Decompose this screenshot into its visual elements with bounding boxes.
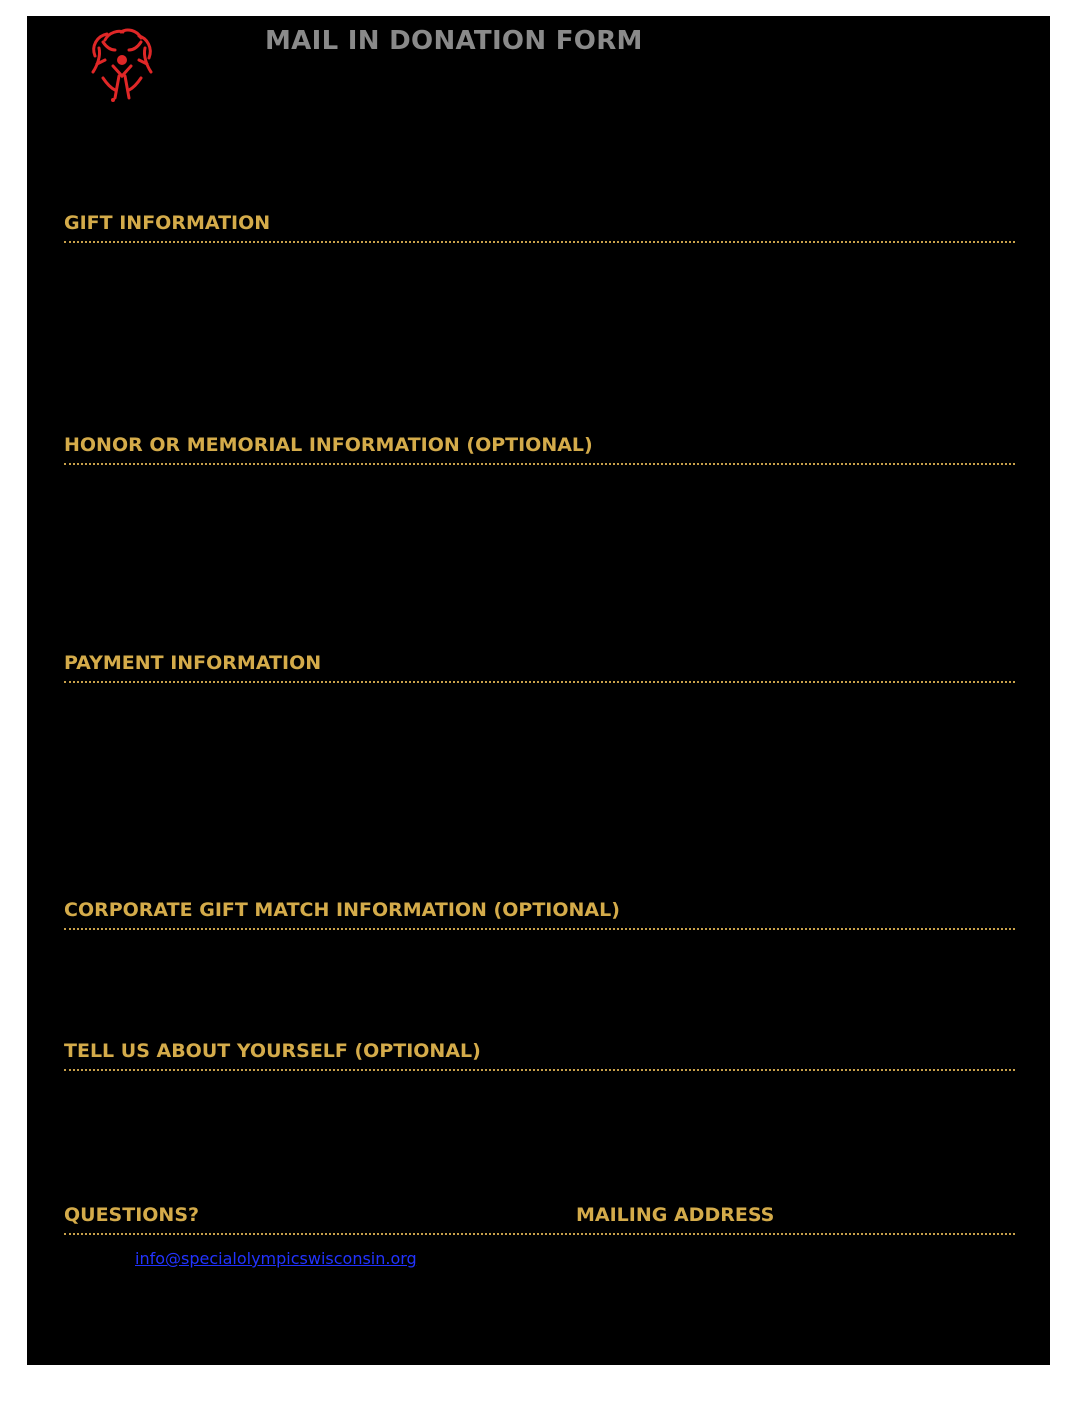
special-olympics-logo-icon [83, 26, 161, 104]
contact-email-link[interactable]: info@specialolympicswisconsin.org [135, 1249, 417, 1268]
corporate-gift-match-heading: CORPORATE GIFT MATCH INFORMATION (OPTIONAL) [64, 899, 620, 921]
honor-memorial-divider [64, 463, 1015, 465]
tell-us-about-yourself-heading: TELL US ABOUT YOURSELF (OPTIONAL) [64, 1040, 481, 1062]
bottom-divider [64, 1233, 1015, 1235]
questions-heading: QUESTIONS? [64, 1204, 200, 1226]
form-title: MAIL IN DONATION FORM [265, 26, 643, 56]
payment-information-heading: PAYMENT INFORMATION [64, 652, 322, 674]
gift-information-divider [64, 241, 1015, 243]
honor-memorial-heading: HONOR OR MEMORIAL INFORMATION (OPTIONAL) [64, 434, 593, 456]
donation-form-page [27, 16, 1050, 1365]
gift-information-heading: GIFT INFORMATION [64, 212, 271, 234]
payment-information-divider [64, 681, 1015, 683]
mailing-address-heading: MAILING ADDRESS [576, 1204, 775, 1226]
corporate-gift-match-divider [64, 928, 1015, 930]
tell-us-about-yourself-divider [64, 1069, 1015, 1071]
